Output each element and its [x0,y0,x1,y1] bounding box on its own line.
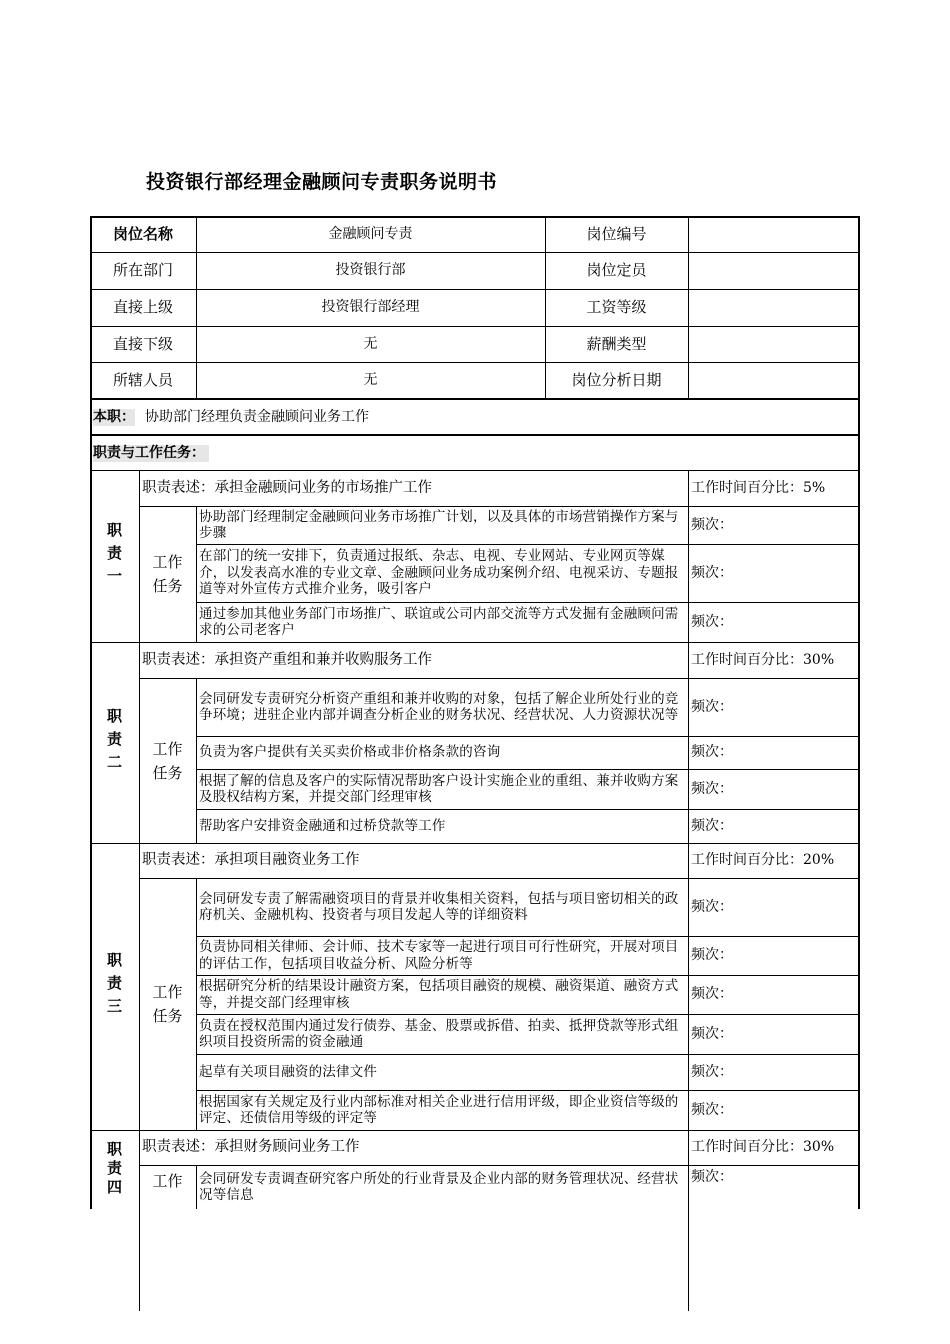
page-title: 投资银行部经理金融顾问专责职务说明书 [146,171,498,193]
duties-header: 职责与工作任务： [93,445,209,462]
duty-1-task-1: 协助部门经理制定金融顾问业务市场推广计划，以及具体的市场营销操作方案与步骤 [199,508,679,541]
label-pay-type: 薪酬类型 [586,334,647,353]
duty-2-task-1-frequency: 频次： [691,698,733,715]
duty-3-work-task-label [139,878,196,1130]
value-direct-subordinate: 无 [363,335,378,352]
value-position-name: 金融顾问专责 [328,225,413,242]
label-department: 所在部门 [112,261,173,279]
duty-2-label: 职责二 [105,708,123,777]
duty-2-task-3: 根据了解的信息及客户的实际情况帮助客户设计实施企业的重组、兼并收购方案及股权结构方案，并提交部门经理审核 [199,772,679,805]
work-task-text: 工作任务 [152,553,183,595]
value-salary-grade [688,289,860,326]
duty-3-task-3-frequency: 频次： [691,986,733,1002]
duty-1-task-1-frequency: 频次： [691,516,733,533]
duty-1-task-3: 通过参加其他业务部门市场推广、联谊或公司内部交流等方式发掘有金融顾问需求的公司老客户 [199,605,679,638]
benzhi-row [90,400,860,434]
duty-3-task-2-frequency: 频次： [691,947,733,963]
duty-3-task-5: 起草有关项目融资的法律文件 [199,1063,378,1080]
duty-4-task-1-frequency: 频次： [691,1169,733,1185]
duty-4-label: 职责四 [105,1141,123,1198]
duty-2-task-4: 帮助客户安排资金融通和过桥贷款等工作 [199,817,446,834]
value-direct-superior: 投资银行部经理 [321,299,420,315]
label-position-code: 岗位编号 [586,224,647,243]
label-salary-grade: 工资等级 [586,298,647,316]
value-staff-under: 无 [363,372,378,388]
value-analysis-date [688,362,860,399]
duty-2-work-task-label [139,678,196,843]
duty-3-task-1: 会同研发专责了解需融资项目的背景并收集相关资料，包括与项目密切相关的政府机关、金融机构、投资者与项目发起人等的详细资料 [199,890,679,923]
duty-3-task-2: 负责协同相关律师、会计师、技术专家等一起进行项目可行性研究，开展对项目的评估工作，包括项目收益分析、风险分析等 [199,939,679,972]
duty-1-task-3-frequency: 频次： [691,613,733,630]
duty-3-label: 职责三 [105,952,123,1021]
duty-3-task-1-frequency: 频次： [691,898,733,915]
label-staff-under: 所辖人员 [112,371,173,389]
value-pay-type [688,326,860,362]
duty-1-task-2: 在部门的统一安排下，负责通过报纸、杂志、电视、专业网站、专业网页等媒介，以发表高水准的专业文章、金融顾问业务成功案例介绍、电视采访、专题报道等对外宣传方式推介业务，吸引客户 [199,548,679,598]
duty-1-work-task-label [139,506,196,642]
duty-3-task-6: 根据国家有关规定及行业内部标准对相关企业进行信用评级，即企业资信等级的评定、还债信用等级的评定等 [199,1093,679,1126]
duty-2-task-4-frequency: 频次： [691,817,733,834]
duty-3-percent: 工作时间百分比：20% [691,852,835,868]
duty-4-work-label: 工作 [152,1171,183,1190]
benzhi-text: 协助部门经理负责金融顾问业务工作 [145,408,369,425]
label-position-name: 岗位名称 [112,224,173,243]
label-direct-subordinate: 直接下级 [112,334,173,353]
duty-4-statement: 职责表述：承担财务顾问业务工作 [142,1139,360,1155]
duty-3-task-4-frequency: 频次： [691,1025,733,1042]
value-position-code [688,216,860,252]
value-headcount [688,252,860,289]
label-headcount: 岗位定员 [586,261,647,279]
duty-1-task-2-frequency: 频次： [691,564,733,581]
duty-3-task-3: 根据研究分析的结果设计融资方案，包括项目融资的规模、融资渠道、融资方式等，并提交部门经理审核 [199,978,679,1011]
duty-2-percent: 工作时间百分比：30% [691,651,835,668]
duty-3-task-4: 负责在授权范围内通过发行债券、基金、股票或拆借、拍卖、抵押贷款等形式组织项目投资所需的资金融通 [199,1017,679,1050]
duty-2-task-2-frequency: 频次： [691,744,733,760]
duty-2-task-1: 会同研发专责研究分析资产重组和兼并收购的对象，包括了解企业所处行业的竞争环境；进驻企业内部并调查分析企业的财务状况、经营状况、人力资源状况等 [199,690,679,723]
label-direct-superior: 直接上级 [112,298,173,316]
work-task-text: 工作任务 [152,739,183,782]
duty-2-statement: 职责表述：承担资产重组和兼并收购服务工作 [142,651,432,668]
benzhi-label: 本职： [93,408,135,425]
value-department: 投资银行部 [335,262,406,278]
duty-1-percent: 工作时间百分比：5% [691,479,826,496]
duties-header-row [90,436,860,470]
work-task-text: 工作任务 [152,983,183,1025]
duty-1-statement: 职责表述：承担金融顾问业务的市场推广工作 [142,479,432,496]
duty-4-task-1: 会同研发专责调查研究客户所处的行业背景及企业内部的财务管理状况、经营状况等信息 [199,1170,679,1203]
duty-3-task-5-frequency: 频次： [691,1063,733,1080]
duty-3-task-6-frequency: 频次： [691,1101,733,1118]
duty-1-label: 职责一 [105,521,123,591]
duty-3-statement: 职责表述：承担项目融资业务工作 [142,852,360,868]
label-analysis-date: 岗位分析日期 [571,371,662,389]
duty-2-task-3-frequency: 频次： [691,780,733,797]
duty-4-percent: 工作时间百分比：30% [691,1139,835,1155]
duty-2-task-2: 负责为客户提供有关买卖价格或非价格条款的咨询 [199,744,501,761]
